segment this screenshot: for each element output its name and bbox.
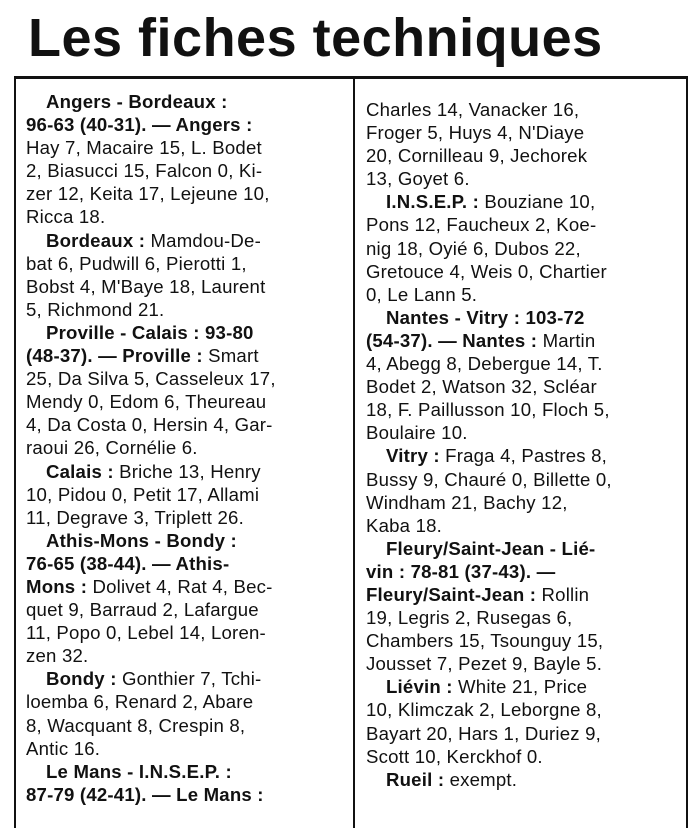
text-line	[366, 698, 684, 721]
text-line	[26, 182, 346, 205]
text-line	[366, 722, 684, 745]
player-scores: 4, Abegg 8, Debergue 14, T.	[366, 353, 603, 375]
text-line	[26, 205, 346, 228]
player-scores: 0, Le Lann 5.	[366, 283, 478, 305]
player-scores: 2, Biasucci 15, Falcon 0, Ki-	[26, 160, 263, 182]
player-scores: Boulaire 10.	[366, 422, 468, 444]
team-heading: 96-63 (40-31). — Angers :	[26, 114, 253, 136]
team-heading: Angers - Bordeaux :	[46, 91, 228, 112]
text-line	[366, 768, 684, 791]
player-scores: Rollin	[536, 583, 590, 605]
text-line	[366, 745, 684, 768]
player-scores: 25, Da Silva 5, Casseleux 17,	[26, 368, 276, 390]
text-line	[26, 575, 346, 598]
text-line	[366, 652, 684, 675]
player-scores: Fraga 4, Pastres 8,	[439, 445, 608, 467]
player-scores: 11, Degrave 3, Triplett 26.	[26, 506, 244, 528]
team-heading: Calais :	[46, 460, 114, 482]
text-line	[26, 483, 346, 506]
text-line	[366, 190, 684, 213]
player-scores: 20, Cornilleau 9, Jechorek	[366, 145, 588, 167]
player-scores: Mamdou-De-	[145, 229, 261, 251]
text-line	[366, 121, 684, 144]
text-line	[26, 275, 346, 298]
text-line	[366, 352, 684, 375]
text-line	[366, 421, 684, 444]
player-scores: raoui 26, Cornélie 6.	[26, 437, 198, 459]
text-line	[26, 506, 346, 529]
player-scores: 10, Klimczak 2, Leborgne 8,	[366, 699, 602, 721]
text-line	[26, 252, 346, 275]
text-line	[26, 390, 346, 413]
text-line	[366, 444, 684, 467]
player-scores: White 21, Price	[452, 676, 588, 698]
team-heading: Vitry :	[386, 445, 440, 467]
team-heading: 87-79 (42-41). — Le Mans :	[26, 783, 264, 805]
text-line	[366, 283, 684, 306]
player-scores: quet 9, Barraud 2, Lafargue	[26, 599, 259, 621]
result-block	[26, 460, 346, 529]
player-scores: Martin	[537, 329, 596, 351]
player-scores: Gretouce 4, Weis 0, Chartier	[366, 260, 607, 282]
player-scores: Mendy 0, Edom 6, Theureau	[26, 391, 267, 413]
player-scores: Charles 14, Vanacker 16,	[366, 99, 580, 120]
text-line	[26, 90, 346, 113]
player-scores: Dolivet 4, Rat 4, Bec-	[87, 575, 273, 597]
result-block	[26, 321, 346, 460]
text-line	[26, 667, 346, 690]
text-line	[366, 167, 684, 190]
player-scores: Pons 12, Faucheux 2, Koe-	[366, 214, 597, 236]
team-heading: Mons :	[26, 575, 88, 597]
result-block	[366, 306, 684, 445]
player-scores: Froger 5, Huys 4, N'Diaye	[366, 122, 585, 144]
text-line	[26, 298, 346, 321]
team-heading: Le Mans - I.N.S.E.P. :	[46, 760, 232, 782]
player-scores: exempt.	[444, 768, 518, 790]
player-scores: Smart	[202, 345, 259, 367]
player-scores: Bodet 2, Watson 32, Scléar	[366, 376, 597, 398]
result-block	[26, 667, 346, 759]
text-line	[26, 690, 346, 713]
text-line	[366, 675, 684, 698]
player-scores: 13, Goyet 6.	[366, 168, 470, 190]
team-heading: Rueil :	[386, 768, 445, 790]
result-block	[366, 768, 684, 791]
text-line	[366, 629, 684, 652]
text-line	[26, 413, 346, 436]
player-scores: 10, Pidou 0, Petit 17, Allami	[26, 483, 260, 505]
right-column	[366, 98, 684, 791]
text-line	[26, 113, 346, 136]
text-line	[26, 714, 346, 737]
text-line	[26, 460, 346, 483]
player-scores: Bobst 4, M'Baye 18, Laurent	[26, 275, 266, 297]
text-line	[26, 760, 346, 783]
team-heading: Liévin :	[386, 676, 453, 698]
text-line	[26, 552, 346, 575]
result-block	[366, 675, 684, 767]
text-line	[366, 329, 684, 352]
top-rule	[14, 76, 688, 79]
text-line	[366, 398, 684, 421]
left-rule	[14, 76, 16, 828]
team-heading: (48-37). — Proville :	[26, 345, 203, 367]
team-heading: Bordeaux :	[46, 229, 146, 251]
team-heading: Athis-Mons - Bondy :	[46, 529, 237, 551]
result-block	[366, 190, 684, 305]
player-scores: Bouziane 10,	[479, 191, 596, 213]
player-scores: nig 18, Oyié 6, Dubos 22,	[366, 237, 581, 259]
player-scores: 8, Wacquant 8, Crespin 8,	[26, 714, 246, 736]
player-scores: Jousset 7, Pezet 9, Bayle 5.	[366, 653, 603, 675]
player-scores: 4, Da Costa 0, Hersin 4, Gar-	[26, 414, 273, 436]
text-line	[366, 306, 684, 329]
result-block	[26, 760, 346, 806]
text-line	[26, 159, 346, 182]
left-column	[26, 90, 346, 806]
team-heading: Fleury/Saint-Jean - Lié-	[386, 537, 596, 559]
team-heading: vin : 78-81 (37-43). —	[366, 560, 556, 582]
player-scores: bat 6, Pudwill 6, Pierotti 1,	[26, 252, 247, 274]
text-line	[366, 514, 684, 537]
text-line	[366, 583, 684, 606]
text-line	[26, 737, 346, 760]
player-scores: zer 12, Keita 17, Lejeune 10,	[26, 183, 270, 205]
column-divider	[353, 76, 355, 828]
team-heading: I.N.S.E.P. :	[386, 191, 479, 213]
player-scores: Antic 16.	[26, 737, 101, 759]
team-heading: Proville - Calais : 93-80	[46, 321, 254, 343]
text-line	[26, 136, 346, 159]
text-line	[26, 321, 346, 344]
player-scores: Hay 7, Macaire 15, L. Bodet	[26, 137, 262, 159]
result-block	[366, 98, 684, 190]
text-line	[26, 783, 346, 806]
text-line	[26, 529, 346, 552]
right-rule	[686, 76, 688, 828]
team-heading: Nantes - Vitry : 103-72	[386, 306, 585, 328]
result-block	[26, 229, 346, 321]
text-line	[26, 367, 346, 390]
player-scores: Gonthier 7, Tchi-	[116, 668, 262, 690]
text-line	[366, 375, 684, 398]
result-block	[26, 90, 346, 229]
result-block	[366, 444, 684, 536]
player-scores: 5, Richmond 21.	[26, 298, 165, 320]
player-scores: Bayart 20, Hars 1, Duriez 9,	[366, 722, 602, 744]
team-heading: Fleury/Saint-Jean :	[366, 583, 537, 605]
player-scores: 11, Popo 0, Lebel 14, Loren-	[26, 622, 266, 644]
text-line	[26, 436, 346, 459]
player-scores: loemba 6, Renard 2, Abare	[26, 691, 254, 713]
result-block	[366, 537, 684, 676]
text-line	[26, 621, 346, 644]
text-line	[366, 144, 684, 167]
text-line	[26, 644, 346, 667]
text-line	[366, 213, 684, 236]
text-line	[366, 98, 684, 121]
page-title: Les fiches techniques	[28, 8, 603, 68]
text-line	[26, 344, 346, 367]
player-scores: Windham 21, Bachy 12,	[366, 491, 568, 513]
player-scores: 18, F. Paillusson 10, Floch 5,	[366, 399, 610, 421]
player-scores: Kaba 18.	[366, 514, 443, 536]
text-line	[366, 560, 684, 583]
player-scores: Chambers 15, Tsounguy 15,	[366, 630, 604, 652]
team-heading: Bondy :	[46, 668, 117, 690]
player-scores: Bussy 9, Chauré 0, Billette 0,	[366, 468, 612, 490]
team-heading: (54-37). — Nantes :	[366, 329, 538, 351]
player-scores: 19, Legris 2, Rusegas 6,	[366, 607, 573, 629]
text-line	[366, 260, 684, 283]
text-line	[366, 491, 684, 514]
text-line	[366, 606, 684, 629]
text-line	[26, 229, 346, 252]
player-scores: Briche 13, Henry	[113, 460, 261, 482]
text-line	[366, 468, 684, 491]
text-line	[366, 237, 684, 260]
player-scores: Ricca 18.	[26, 206, 106, 228]
text-line	[26, 598, 346, 621]
player-scores: Scott 10, Kerckhof 0.	[366, 745, 543, 767]
result-block	[26, 529, 346, 668]
team-heading: 76-65 (38-44). — Athis-	[26, 552, 230, 574]
text-line	[366, 537, 684, 560]
player-scores: zen 32.	[26, 645, 89, 667]
